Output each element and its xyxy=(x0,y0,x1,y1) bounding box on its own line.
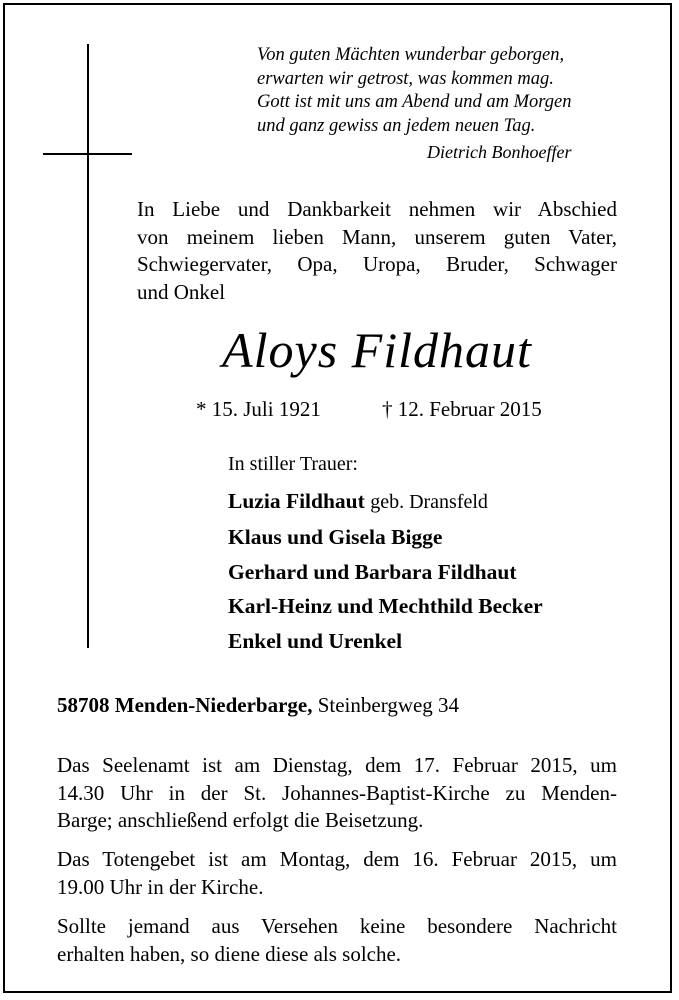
poem-line: Von guten Mächten wunderbar geborgen, xyxy=(257,45,565,65)
mourner-item: Karl-Heinz und Mechthild Becker xyxy=(228,594,543,619)
poem-line: und ganz gewiss an jedem neuen Tag. xyxy=(257,115,536,136)
poem-line: Gott ist mit uns am Abend und am Morgen xyxy=(257,92,572,112)
death-date: † 12. Februar 2015 xyxy=(382,397,542,421)
paragraph-line: erhalten haben, so diene diese als solche. xyxy=(57,941,402,966)
cross-symbol-horizontal xyxy=(43,153,132,155)
mourner-name: Luzia Fildhaut xyxy=(228,489,365,513)
mourner-item xyxy=(228,484,543,520)
poem-author: Dietrich Bonhoeffer xyxy=(427,142,572,162)
birth-date: * 15. Juli 1921 xyxy=(196,397,321,421)
poem-line: erwarten wir getrost, was kommen mag. xyxy=(257,68,554,89)
farewell-text xyxy=(137,196,617,306)
paragraph-line: Das Totengebet ist am Montag, dem 16. Februar 2015, um xyxy=(57,847,617,871)
address-street: Steinbergweg 34 xyxy=(317,693,460,717)
mourner-item: Klaus und Gisela Bigge xyxy=(228,524,443,549)
farewell-line: In Liebe und Dankbarkeit nehmen wir Abschied xyxy=(137,197,617,221)
poem xyxy=(257,44,637,138)
paragraph-line: Barge; anschließend erfolgt die Beisetzung. xyxy=(57,808,424,832)
mourner-item: Enkel und Urenkel xyxy=(228,629,403,654)
mourners-list xyxy=(228,484,543,659)
notice-paragraph xyxy=(57,913,617,968)
paragraph-line: Sollte jemand aus Versehen keine besondere Nachricht xyxy=(57,914,617,938)
farewell-line: Schwiegervater, Opa, Uropa, Bruder, Schwager xyxy=(137,252,617,276)
mourners-label: In stiller Trauer: xyxy=(228,453,358,475)
cross-symbol-vertical xyxy=(87,44,89,648)
address-place: 58708 Menden-Niederbarge, xyxy=(57,693,313,717)
farewell-line: von meinem lieben Mann, unserem guten Vater, xyxy=(137,224,617,249)
prayer-paragraph xyxy=(57,846,617,901)
mourner-item: Gerhard und Barbara Fildhaut xyxy=(228,559,517,584)
life-dates xyxy=(196,397,542,422)
paragraph-line: Das Seelenamt ist am Dienstag, dem 17. Februar 2015, um xyxy=(57,753,617,777)
paragraph-line: 19.00 Uhr in der Kirche. xyxy=(57,874,264,899)
farewell-line: und Onkel xyxy=(137,279,226,304)
address xyxy=(57,693,459,718)
funeral-mass-paragraph xyxy=(57,752,617,835)
paragraph-line: 14.30 Uhr in der St. Johannes-Baptist-Kirche zu Menden- xyxy=(57,780,617,805)
deceased-name: Aloys Fildhaut xyxy=(222,322,532,378)
maiden-name-note: geb. Dransfeld xyxy=(370,491,488,513)
